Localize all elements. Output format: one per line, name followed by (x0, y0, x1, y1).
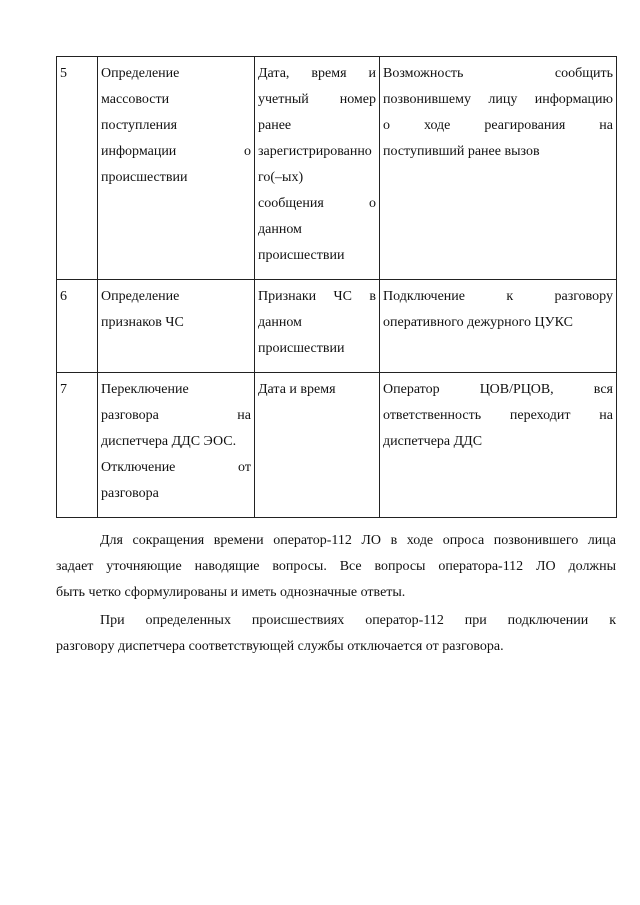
cell-line: информации о (101, 144, 251, 159)
cell-line: происшествии (101, 170, 188, 185)
cell-line: Дата, время и (258, 66, 376, 81)
cell-line: происшествии (258, 341, 345, 356)
cell-line: го(–ых) (258, 170, 304, 185)
data-cell (255, 57, 380, 280)
cell-line: Определение (101, 289, 180, 304)
cell-line: поступивший ранее вызов (383, 144, 540, 159)
result-cell (380, 373, 617, 518)
cell-line: зарегистрированно (258, 144, 372, 159)
cell-line: позвонившему лицу информацию (383, 92, 613, 107)
cell-line: данном (258, 222, 302, 237)
cell-line: Отключение от (101, 460, 251, 475)
paragraph-line: разговору диспетчера соответствующей службы отключается от разговора. (56, 639, 504, 654)
procedure-table (56, 56, 617, 518)
cell-line: ответственность переходит на (383, 408, 613, 423)
cell-line: Переключение (101, 382, 189, 397)
row-number: 5 (57, 57, 98, 280)
paragraph-line: При определенных происшествиях оператор-112 при подключении к (100, 613, 616, 628)
cell-line: Возможность сообщить (383, 66, 613, 81)
row-number: 7 (57, 373, 98, 518)
result-cell (380, 57, 617, 280)
cell-line: сообщения о (258, 196, 376, 211)
result-cell (380, 280, 617, 373)
cell-line: Оператор ЦОВ/РЦОВ, вся (383, 382, 613, 397)
cell-line: Определение (101, 66, 180, 81)
paragraph-line: задает уточняющие наводящие вопросы. Все вопросы оператора-112 ЛО должны (56, 559, 616, 574)
paragraph-line: Для сокращения времени оператор-112 ЛО в ходе опроса позвонившего лица (100, 533, 616, 548)
cell-line: происшествии (258, 248, 345, 263)
cell-line: признаков ЧС (101, 315, 184, 330)
table-row (57, 280, 617, 373)
cell-line: Дата и время (258, 382, 336, 397)
data-cell (255, 373, 380, 518)
paragraph-line: быть четко сформулированы и иметь однозначные ответы. (56, 585, 406, 600)
cell-line: учетный номер (258, 92, 376, 107)
data-cell (255, 280, 380, 373)
cell-line: Подключение к разговору (383, 289, 613, 304)
cell-line: Признаки ЧС в (258, 289, 376, 304)
table-row (57, 57, 617, 280)
cell-line: разговора (101, 486, 159, 501)
body-paragraph (56, 608, 616, 660)
step-name-cell (98, 373, 255, 518)
cell-line: массовости (101, 92, 170, 107)
cell-line: разговора на (101, 408, 251, 423)
cell-line: о ходе реагирования на (383, 118, 613, 133)
cell-line: диспетчера ДДС ЭОС. (101, 434, 237, 449)
table-row (57, 373, 617, 518)
cell-line: ранее (258, 118, 292, 133)
step-name-cell (98, 57, 255, 280)
row-number: 6 (57, 280, 98, 373)
cell-line: оперативного дежурного ЦУКС (383, 315, 573, 330)
step-name-cell (98, 280, 255, 373)
cell-line: данном (258, 315, 302, 330)
cell-line: диспетчера ДДС (383, 434, 483, 449)
cell-line: поступления (101, 118, 178, 133)
body-paragraph (56, 528, 616, 606)
